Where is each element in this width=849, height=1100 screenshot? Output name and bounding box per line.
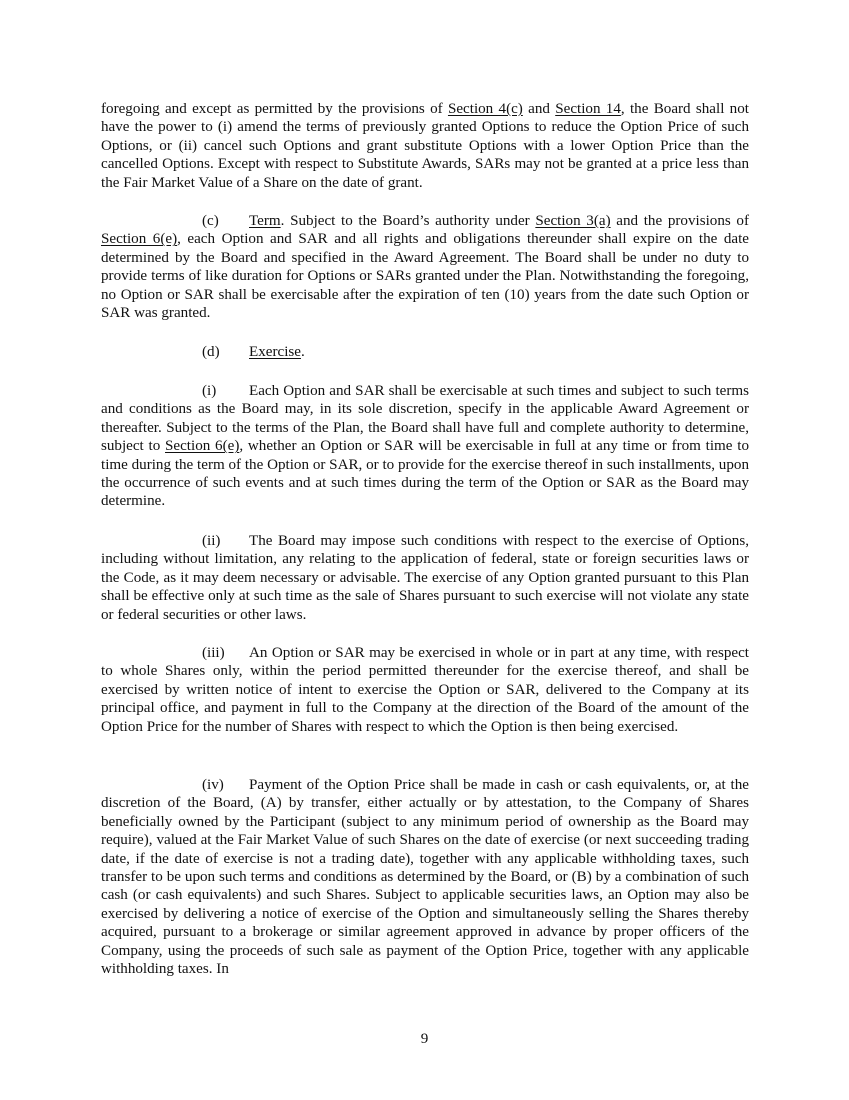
section-reference: Section 6(e) xyxy=(101,231,178,248)
clause-label: (i) xyxy=(202,383,217,399)
section-reference: Section 6(e) xyxy=(165,438,240,455)
text-run: , whether an Option or SAR will be exercisable in full at any time or from time to time during the term of the Option or SAR, or to provide for the exercise thereof in such installments, upon the occurrence of such events and at such times during the term of the Option or SAR as the Board may determine. xyxy=(101,438,749,510)
paragraph-term xyxy=(101,212,749,322)
paragraph-exercise-ii xyxy=(101,532,749,624)
text-run: The Board may impose such conditions with respect to the exercise of Options, including without limitation, any relating to the application of federal, state or foreign securities laws or the Code, as it may deem necessary or advisable. The exercise of any Option granted pursuant to this Plan shall be effective only at such time as the sale of Shares pursuant to such exercise will not violate any state or federal securities or other laws. xyxy=(101,533,749,623)
section-reference: Section 3(a) xyxy=(535,213,611,229)
clause-label: (iii) xyxy=(202,645,225,661)
text-run: foregoing and except as permitted by the provisions of xyxy=(101,101,448,117)
paragraph-exercise-iii xyxy=(101,644,749,736)
text-run: . xyxy=(300,344,305,360)
text-run: Each Option and SAR shall be exercisable at such times and subject to such terms and conditions as the Board may, in its sole discretion, specify in the applicable Award Agreement or thereafter. Subject to the terms of the Plan, the Board shall have full and complete authority to determine, subject to xyxy=(101,383,749,455)
text-run: , each Option and SAR and all rights and obligations thereunder shall expire on the date determined by the Board and specified in the Award Agreement. The Board shall be under no duty to provide terms of like duration for Options or SARs granted under the Plan. Notwithstanding the foregoing, no Option or SAR shall be exercisable after the expiration of ten (10) years from the date such Option or SAR was granted. xyxy=(101,231,749,322)
clause-heading: Term xyxy=(249,213,281,229)
text-run: . Subject to the Board’s authority under xyxy=(280,213,536,229)
text-run: Payment of the Option Price shall be made in cash or cash equivalents, or, at the discretion of the Board, (A) by transfer, either actually or by attestation, to the Company of Shares beneficially owned by the Participant (subject to any minimum period of ownership as the Board may require), valued at the Fair Market Value of such Shares on the date of exercise (or next succeeding trading date, if the date of exercise is not a trading date), together with any applicable withholding taxes, such transfer to be upon such terms and conditions as determined by the Board, or (B) by a combination of such cash (or cash equivalents) and such Shares. Subject to applicable securities laws, an Option may also be exercised by delivering a notice of exercise of the Option and simultaneously selling the Shares thereby acquired, pursuant to a brokerage or similar agreement approved in advance by proper officers of the Company, using the proceeds of such sale as payment of the Option Price, together with any applicable withholding taxes. In xyxy=(101,777,749,978)
section-reference: Section 4(c) xyxy=(447,101,523,117)
page-number: 9 xyxy=(420,1031,429,1047)
text-run: and xyxy=(522,101,556,117)
paragraph-exercise-i xyxy=(101,382,749,511)
text-run: and the provisions of xyxy=(610,213,749,229)
text-run: , the Board shall not have the power to (i) amend the terms of previously granted Options to reduce the Option Price of such Options, or (ii) cancel such Options and grant substitute Options with a lower Option Price than the cancelled Options. Except with respect to Substitute Awards, SARs may not be granted at a price less than the Fair Market Value of a Share on the date of grant. xyxy=(101,101,749,191)
clause-label: (ii) xyxy=(202,533,221,549)
text-run: An Option or SAR may be exercised in whole or in part at any time, with respect to whole Shares only, within the period permitted thereunder for the exercise thereof, and shall be exercised by written notice of intent to exercise the Option or SAR, delivered to the Company at its principal office, and payment in full to the Company at the direction of the Board of the amount of the Option Price for the number of Shares with respect to which the Option is then being exercised. xyxy=(101,645,749,735)
clause-heading: Exercise xyxy=(249,344,301,360)
clause-label: (iv) xyxy=(202,777,224,793)
paragraph-option-price-restrictions xyxy=(101,100,749,192)
clause-label: (c) xyxy=(202,213,219,229)
clause-label: (d) xyxy=(202,344,220,360)
paragraph-exercise-iv xyxy=(101,776,749,978)
paragraph-exercise-heading xyxy=(101,343,749,361)
section-reference: Section 14 xyxy=(555,101,621,117)
